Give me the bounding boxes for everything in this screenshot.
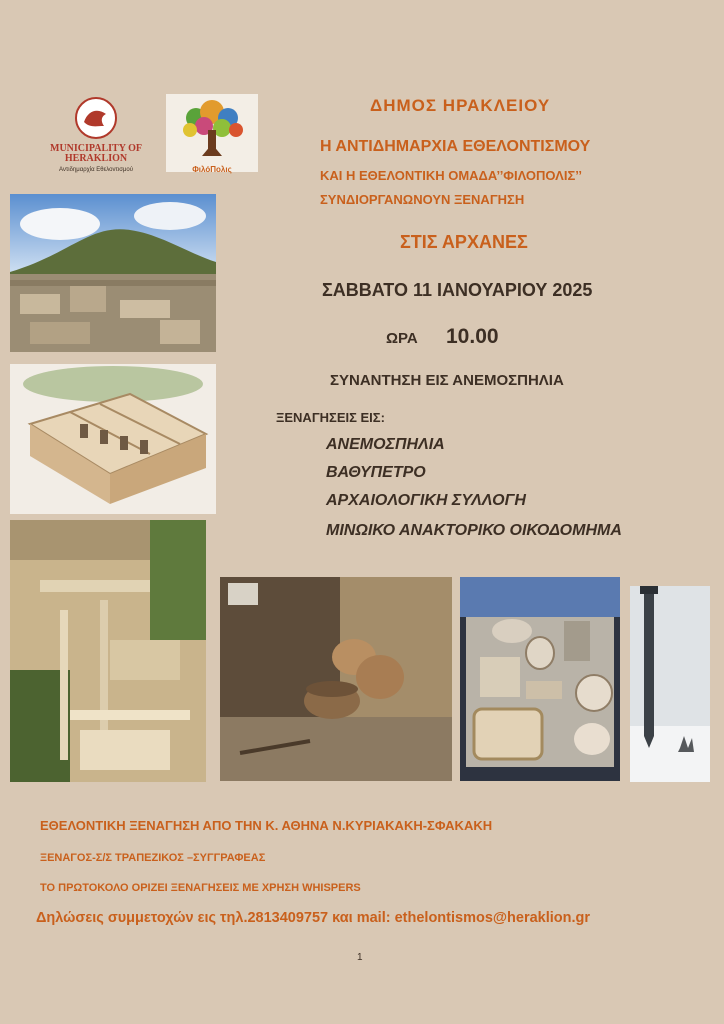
tree-icon xyxy=(166,94,258,160)
filopolis-logo xyxy=(166,94,258,172)
event-date: ΣΑΒΒΑΤΟ 11 ΙΑΝΟΥΑΡΙΟΥ 2025 xyxy=(322,280,593,300)
meeting-point: ΣΥΝΑΝΤΗΣΗ ΕΙΣ ΑΝΕΜΟΣΠΗΛΙΑ xyxy=(330,372,564,389)
guide-info: ΕΘΕΛΟΝΤΙΚΗ ΞΕΝΑΓΗΣΗ ΑΠΟ ΤΗΝ Κ. ΑΘΗΝΑ Ν.ΚΥΡΙΑΚΑΚΗ-ΣΦΑΚΑΚΗ xyxy=(40,818,493,833)
destination: ΣΤΙΣ ΑΡΧΑΝΕΣ xyxy=(400,232,528,252)
municipality-name-line1: MUNICIPALITY OF xyxy=(50,143,142,154)
tour-item: ΑΡΧΑΙΟΛΟΓΙΚΗ ΣΥΛΛΟΓΗ xyxy=(326,492,526,509)
contact-info: Δηλώσεις συμμετοχών εις τηλ.2813409757 και mail: ethelontismos@heraklion.gr xyxy=(36,910,591,926)
page-title: ΔΗΜΟΣ ΗΡΑΚΛΕΙΟΥ xyxy=(370,96,551,115)
protocol-note: ΤΟ ΠΡΩΤΟΚΟΛΟ ΟΡΙΖΕΙ ΞΕΝΑΓΗΣΕΙΣ ΜΕ ΧΡΗΣΗ WHISPERS xyxy=(40,882,361,894)
tour-item: ΒΑΘΥΠΕΤΡΟ xyxy=(326,464,426,481)
municipality-emblem-icon xyxy=(74,96,118,140)
tour-item: ΑΝΕΜΟΣΠΗΛΙΑ xyxy=(326,436,445,453)
archaeological-site-photo xyxy=(10,194,216,352)
time-label: ΩΡΑ xyxy=(386,330,418,347)
guide-title: ΞΕΝΑΓΟΣ-Σ/Σ ΤΡΑΠΕΖΙΚΟΣ –ΣΥΓΓΡΑΦΕΑΣ xyxy=(40,852,266,864)
time-value: 10.00 xyxy=(446,325,499,348)
tours-label: ΞΕΝΑΓΗΣΕΙΣ ΕΙΣ: xyxy=(276,410,385,425)
municipality-sub: Αντιδημαρχία Εθελοντισμού xyxy=(59,167,133,173)
filopolis-label: ΦιλόΠολις xyxy=(192,165,232,174)
reconstruction-drawing xyxy=(10,364,216,514)
municipality-logo xyxy=(36,96,156,186)
municipality-name-line2: HERAKLION xyxy=(64,153,128,164)
museum-finds-photo xyxy=(460,577,620,781)
header-line3: ΣΥΝΔΙΟΡΓΑΝΩΝΟΥΝ ΞΕΝΑΓΗΣΗ xyxy=(320,192,525,207)
header-line1: Η ΑΝΤΙΔΗΜΑΡΧΙΑ ΕΘΕΛΟΝΤΙΣΜΟΥ xyxy=(320,138,591,155)
page-number: 1 xyxy=(357,952,363,963)
interior-pottery-photo xyxy=(220,577,452,781)
excavation-photo xyxy=(10,520,206,782)
tour-item: ΜΙΝΩΙΚΟ ΑΝΑΚΤΟΡΙΚΟ ΟΙΚΟΔΟΜΗΜΑ xyxy=(326,522,622,539)
dagger-photo xyxy=(630,586,710,782)
header-line2: ΚΑΙ Η ΕΘΕΛΟΝΤΙΚΗ ΟΜΑΔΑ’’ΦΙΛΟΠΟΛΙΣ’’ xyxy=(320,168,582,183)
